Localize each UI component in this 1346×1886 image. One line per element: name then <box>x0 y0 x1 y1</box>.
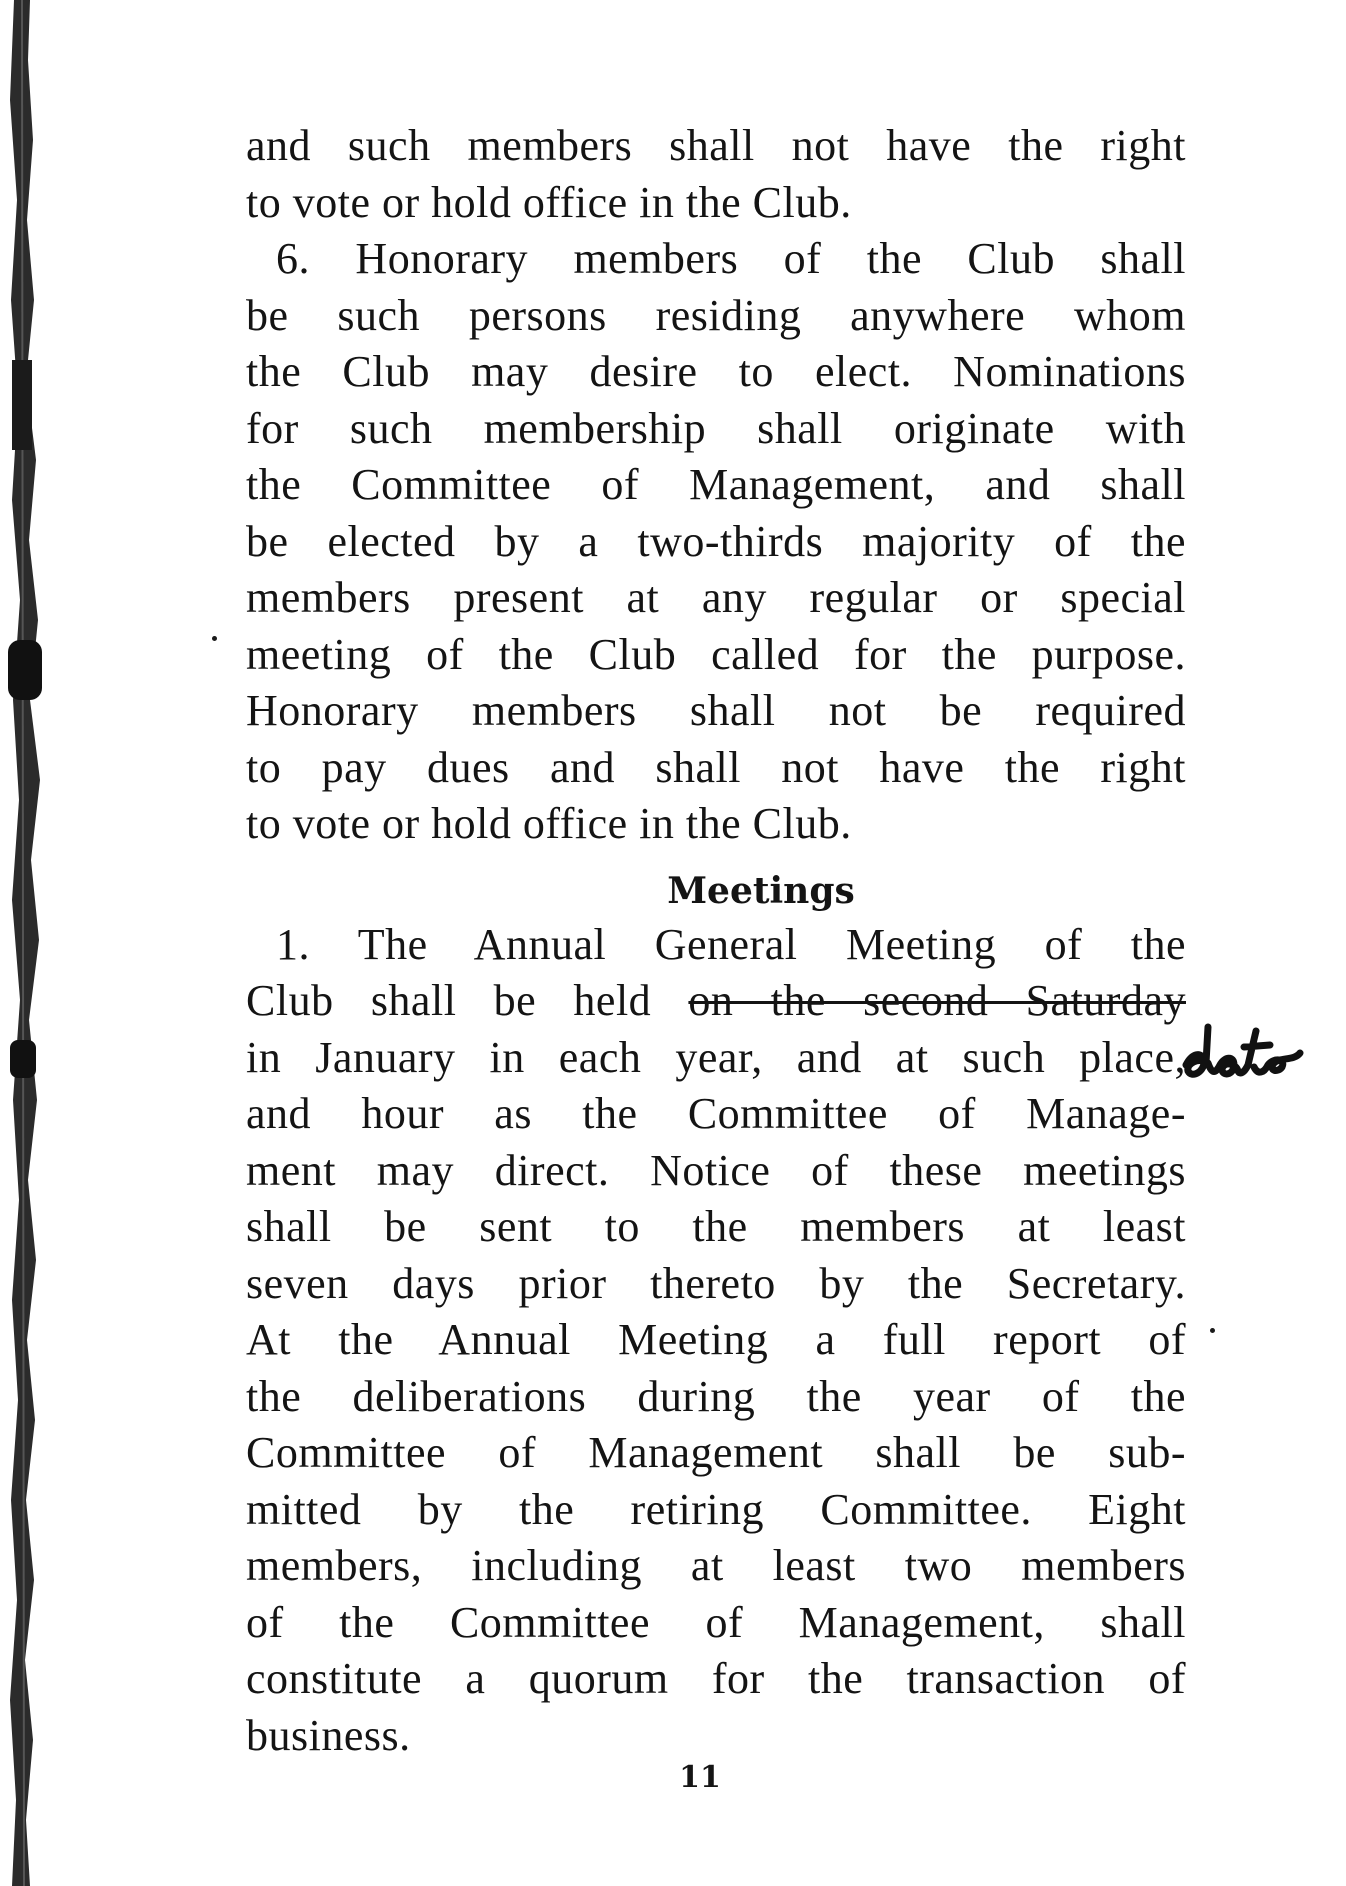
text-line: the deliberations during the year of the <box>246 1371 1186 1421</box>
text-line: business. <box>246 1710 411 1760</box>
text-line: to vote or hold office in the Club. <box>246 177 852 227</box>
stray-dot-right <box>1210 1328 1215 1333</box>
text-line: and such members shall not have the right <box>246 121 1186 170</box>
text-line: and hour as the Committee of Manage- <box>246 1089 1186 1138</box>
text-line: be such persons residing anywhere whom <box>246 290 1186 340</box>
text-line: ment may direct. Notice of these meetings <box>246 1145 1186 1195</box>
handwritten-note-date <box>1178 1013 1328 1093</box>
struck-through-text: on the second Saturday <box>688 976 1186 1025</box>
text-line: seven days prior thereto by the Secretary. <box>246 1258 1186 1308</box>
text-line: mitted by the retiring Committee. Eight <box>246 1484 1186 1534</box>
text-line: shall be sent to the members at least <box>246 1202 1186 1251</box>
honorary-members-section <box>246 118 1186 853</box>
text-line: for such membership shall originate with <box>246 403 1186 453</box>
text-line: the Club may desire to elect. Nominations <box>246 347 1186 396</box>
handwriting-graphic <box>1178 1013 1328 1093</box>
text-line: 1. The Annual General Meeting of the <box>276 919 1186 969</box>
text-line: Honorary members shall not be required <box>246 686 1186 735</box>
text-line: be elected by a two-thirds majority of the <box>246 516 1186 566</box>
text-line: members present at any regular or special <box>246 573 1186 622</box>
text-line: the Committee of Management, and shall <box>246 460 1186 509</box>
meetings-section <box>246 917 1186 1765</box>
page-body <box>246 118 1186 1764</box>
page-number: 11 <box>679 1760 721 1795</box>
text-line: to pay dues and shall not have the right <box>246 742 1186 792</box>
text-line: to vote or hold office in the Club. <box>246 799 852 848</box>
binding-edge <box>0 0 52 1886</box>
text-line: constitute a quorum for the transaction of <box>246 1654 1186 1703</box>
binding-edge-graphic <box>0 0 52 1886</box>
stray-dot-left <box>212 636 217 641</box>
text-run: Club shall be held <box>246 976 689 1025</box>
text-line: members, including at least two members <box>246 1541 1186 1590</box>
text-line: of the Committee of Management, shall <box>246 1597 1186 1647</box>
text-line: At the Annual Meeting a full report of <box>246 1315 1186 1364</box>
section-heading-meetings: Meetings <box>667 869 855 912</box>
text-line: 6. Honorary members of the Club shall <box>276 234 1186 283</box>
text-line <box>246 973 1186 1030</box>
text-line: Committee of Management shall be sub- <box>246 1428 1186 1477</box>
text-line: meeting of the Club called for the purpose. <box>246 629 1186 679</box>
text-line: in January in each year, and at such place, <box>246 1032 1186 1082</box>
